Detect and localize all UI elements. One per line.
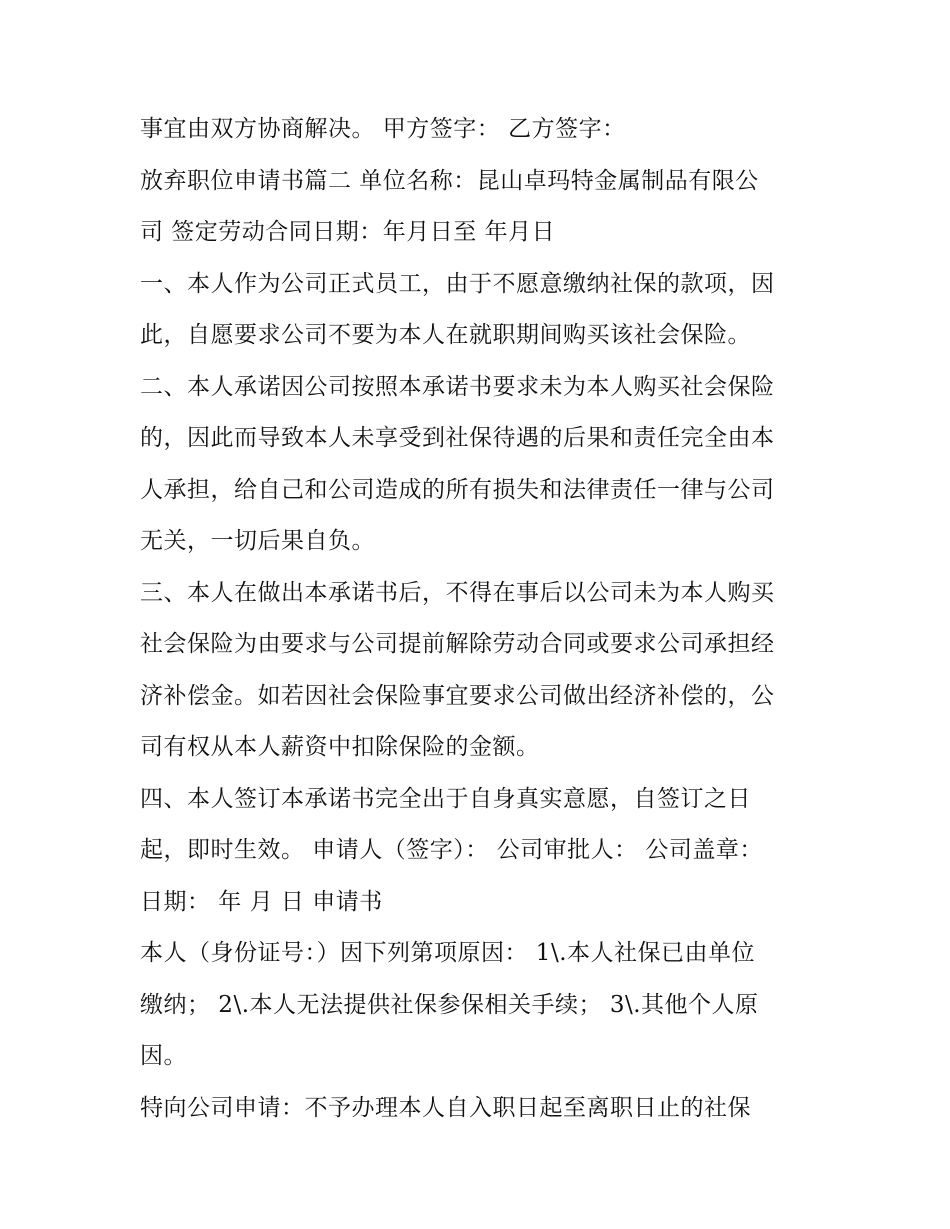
text-line: 二、本人承诺因公司按照本承诺书要求未为本人购买社会保险	[140, 373, 775, 400]
text-line: 无关，一切后果自负。	[140, 528, 375, 554]
text-line: 日期： 年 月 日 申请书	[140, 888, 383, 915]
document-body	[140, 104, 820, 1134]
text-line: 放弃职位申请书篇二 单位名称：昆山卓玛特金属制品有限公	[140, 167, 759, 194]
text-line: 司 签定劳动合同日期：年月日至 年月日	[140, 219, 556, 245]
text-line: 一、本人作为公司正式员工，由于不愿意缴纳社保的款项，因	[140, 270, 775, 297]
text-line: 社会保险为由要求与公司提前解除劳动合同或要求公司承担经	[140, 631, 775, 657]
text-line: 因。	[140, 1043, 187, 1069]
text-line: 事宜由双方协商解决。 甲方签字： 乙方签字：	[140, 116, 626, 142]
text-line: 本人（身份证号：）因下列第项原因： 1\.本人社保已由单位	[140, 940, 756, 966]
text-line: 司有权从本人薪资中扣除保险的金额。	[140, 734, 540, 760]
text-line: 起，即时生效。 申请人（签字）： 公司审批人： 公司盖章：	[140, 837, 763, 863]
text-line: 三、本人在做出本承诺书后，不得在事后以公司未为本人购买	[140, 579, 775, 606]
text-line: 缴纳； 2\.本人无法提供社保参保相关手续； 3\.其他个人原	[140, 991, 759, 1018]
text-line: 济补偿金。如若因社会保险事宜要求公司做出经济补偿的，公	[140, 682, 775, 709]
text-line: 的，因此而导致本人未享受到社保待遇的后果和责任完全由本	[140, 425, 775, 451]
text-line: 人承担，给自己和公司造成的所有损失和法律责任一律与公司	[140, 476, 775, 503]
text-line: 此，自愿要求公司不要为本人在就职期间购买该社会保险。	[140, 322, 751, 348]
text-line: 四、本人签订本承诺书完全出于自身真实意愿，自签订之日	[140, 785, 751, 812]
text-line: 特向公司申请：不予办理本人自入职日起至离职日止的社保	[140, 1094, 751, 1121]
